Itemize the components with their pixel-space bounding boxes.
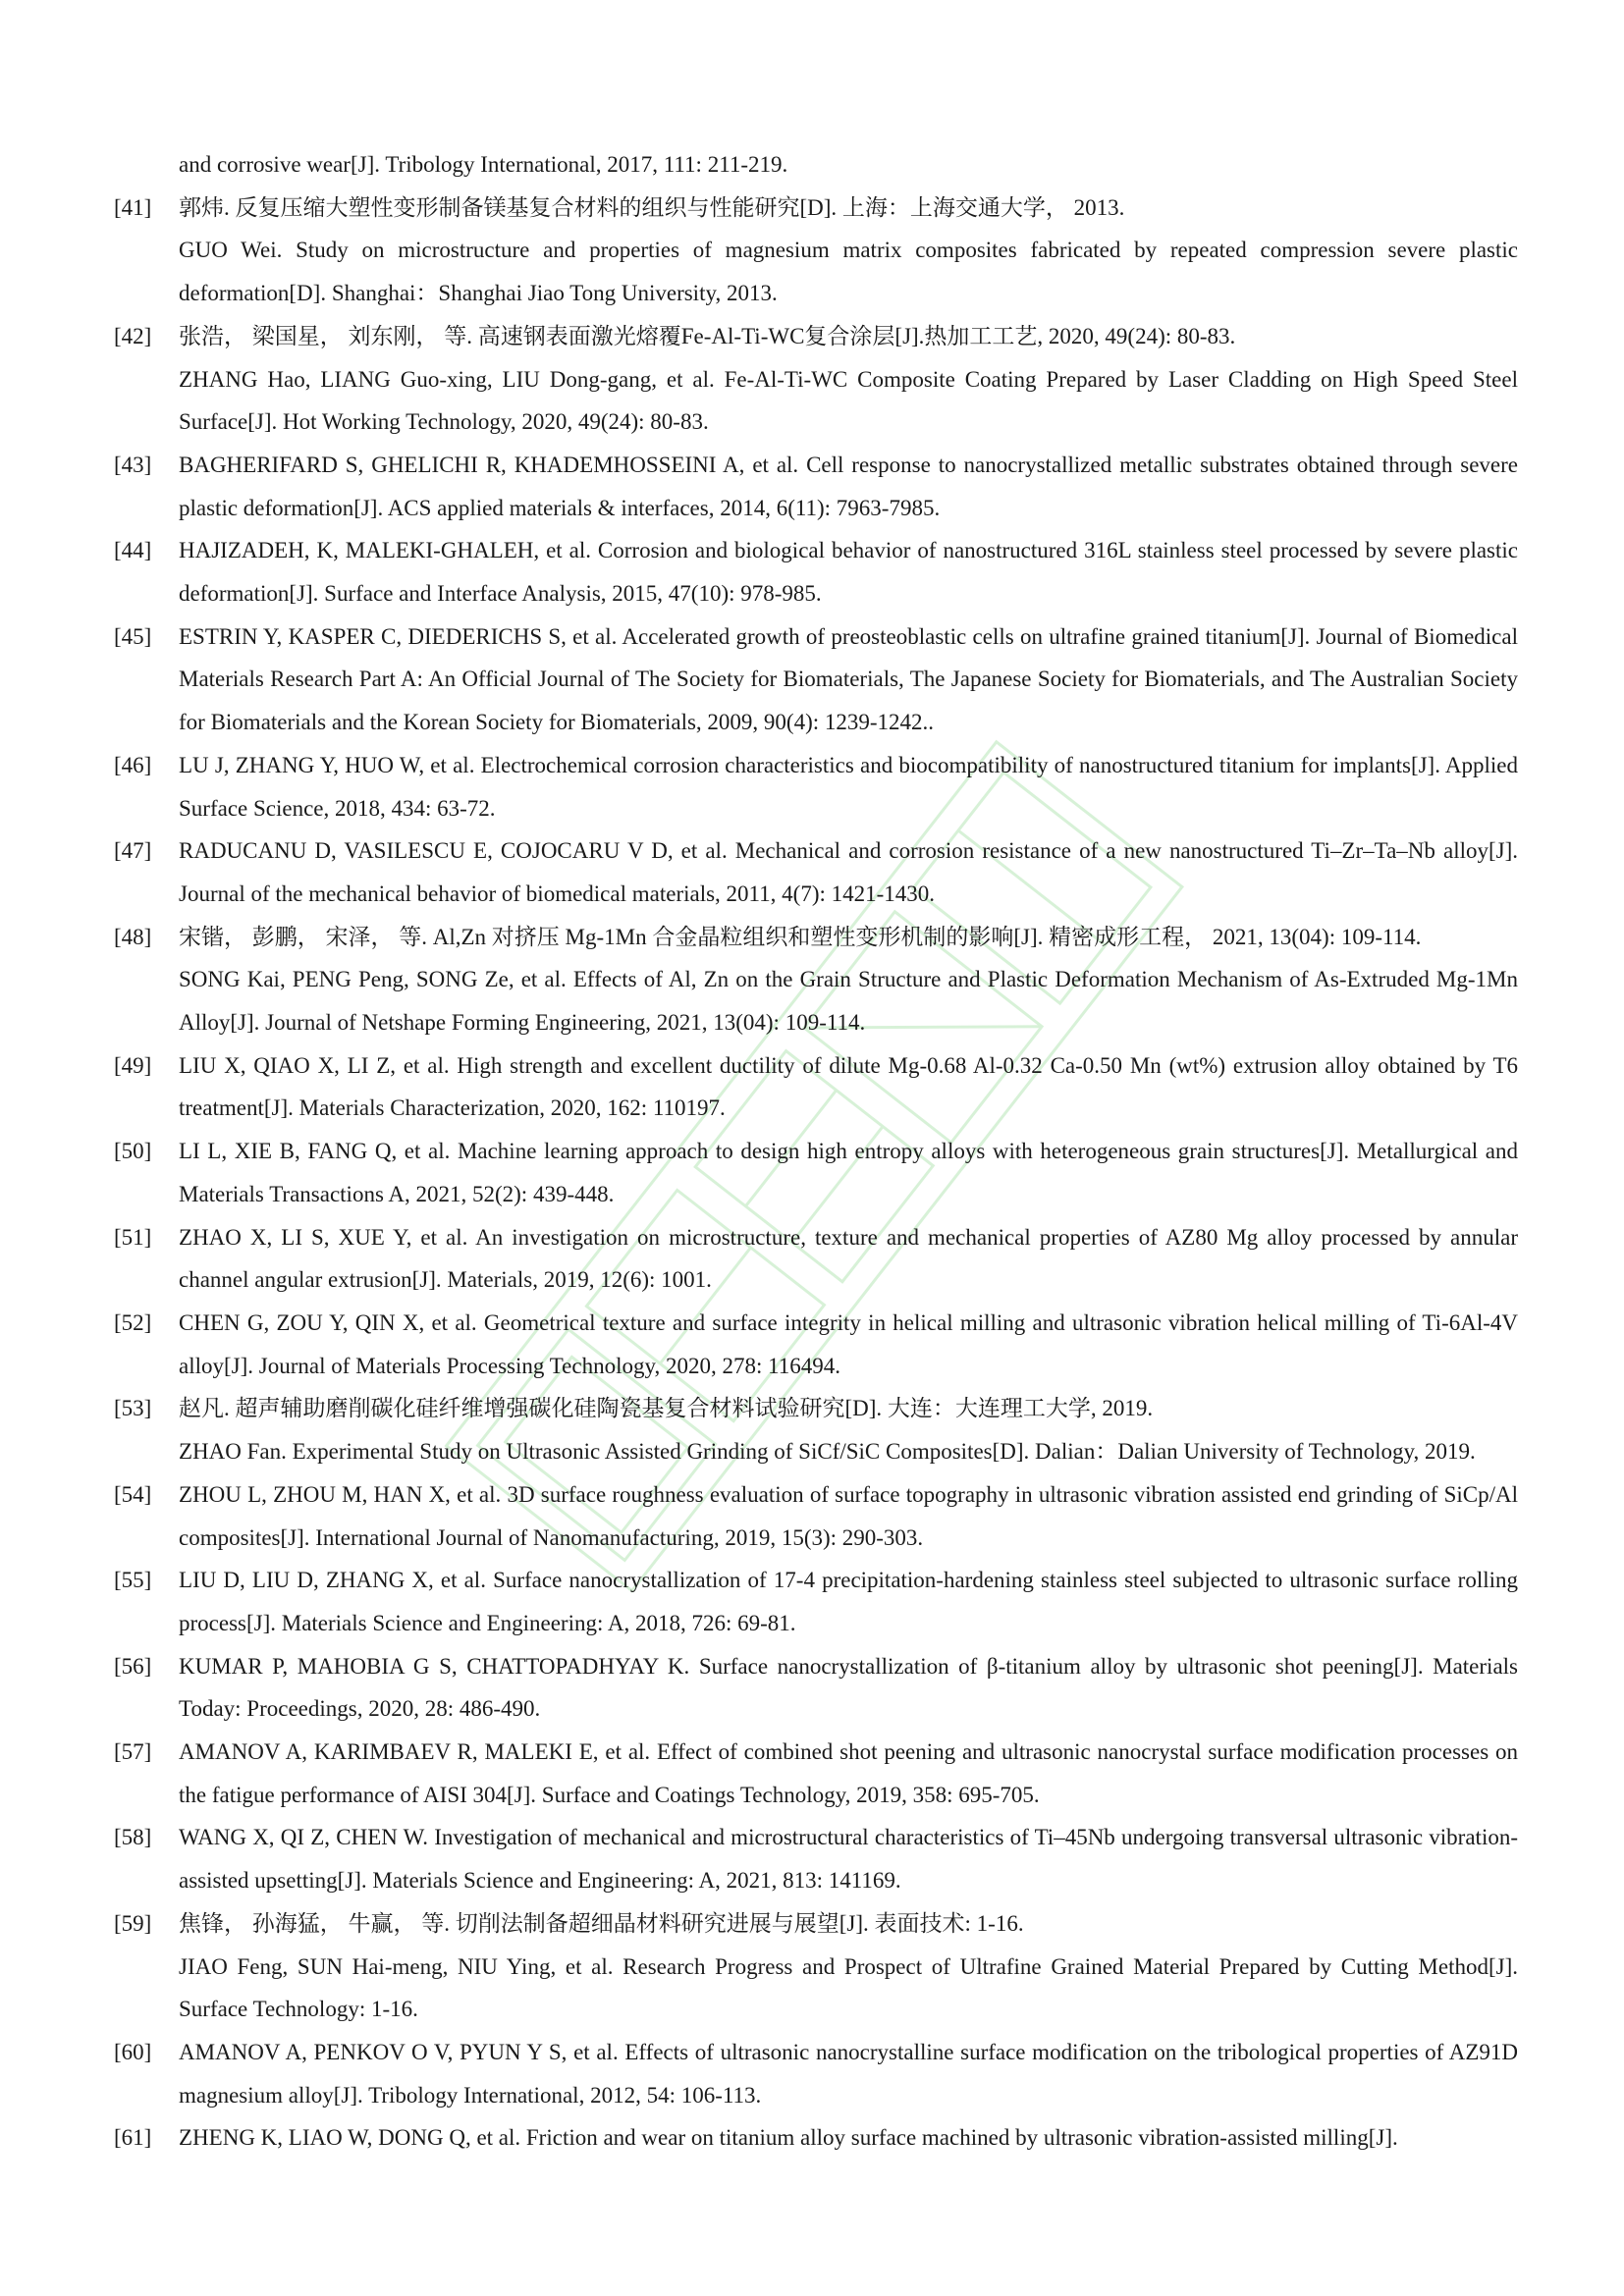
reference-number: [59] xyxy=(114,1910,152,1936)
reference-number: [52] xyxy=(114,1309,152,1335)
reference-text: ZHAO X, LI S, XUE Y, et al. An investigation on microstructure, texture and mechanical properties of AZ80 Mg alloy processed by annular channel angular extrusion[J]. Materials, 2019, 12(6): 1001. xyxy=(179,1224,1518,1293)
reference-number: [57] xyxy=(114,1739,152,1765)
reference-number: [41] xyxy=(114,194,152,220)
reference-text: ESTRIN Y, KASPER C, DIEDERICHS S, et al. Accelerated growth of preosteoblastic cells on ultrafine grained titanium[J]. Journal of Biomedical Materials Research Part A: An Official Journal of The Society for Biomaterials, The Japanese Society for Biomaterials, and The Australian Society for Biomaterials and the Korean Society for Biomaterials, 2009, 90(4): 1239-1242.. xyxy=(179,623,1518,735)
reference-number: [58] xyxy=(114,1825,152,1850)
reference-number: [55] xyxy=(114,1568,152,1593)
reference-number: [44] xyxy=(114,538,152,563)
reference-57 xyxy=(114,1731,1518,1816)
reference-text-cn: 赵凡. 超声辅助磨削碳化硅纤维增强碳化硅陶瓷基复合材料试验研究[D]. 大连：大连理工大学, 2019. xyxy=(179,1396,1154,1421)
reference-number: [47] xyxy=(114,838,152,864)
reference-text-cn: 宋锴， 彭鹏， 宋泽， 等. Al,Zn 对挤压 Mg-1Mn 合金晶粒组织和塑性变形机制的影响[J]. 精密成形工程， 2021, 13(04): 109-114. xyxy=(179,924,1422,949)
reference-text: ZHOU L, ZHOU M, HAN X, et al. 3D surface roughness evaluation of surface topography in ultrasonic vibration assisted end grinding of SiCp/Al composites[J]. International Journal of Nanomanufacturing, 2019, 15(3): 290-303. xyxy=(179,1481,1518,1550)
reference-text: WANG X, QI Z, CHEN W. Investigation of mechanical and microstructural characteristics of Ti–45Nb undergoing transversal ultrasonic vibration-assisted upsetting[J]. Materials Science and Engineering: A, 2021, 813: 141169. xyxy=(179,1825,1518,1894)
reference-continuation xyxy=(114,143,1518,187)
reference-text-en: GUO Wei. Study on microstructure and properties of magnesium matrix composites fabricated by repeated compression severe plastic deformation[D]. Shanghai：Shanghai Jiao Tong University, 2013. xyxy=(179,238,1518,306)
reference-41 xyxy=(114,187,1518,315)
reference-number: [46] xyxy=(114,752,152,777)
reference-49 xyxy=(114,1044,1518,1130)
reference-number: [50] xyxy=(114,1139,152,1164)
reference-61 xyxy=(114,2116,1518,2160)
reference-number: [42] xyxy=(114,323,152,348)
reference-text: AMANOV A, KARIMBAEV R, MALEKI E, et al. Effect of combined shot peening and ultrasonic nanocrystal surface modification processes on the fatigue performance of AISI 304[J]. Surface and Coatings Technology, 2019, 358: 695-705. xyxy=(179,1739,1518,1807)
reference-text: ZHENG K, LIAO W, DONG Q, et al. Friction and wear on titanium alloy surface machined by ultrasonic vibration-assisted milling[J]. xyxy=(179,2125,1398,2151)
reference-list xyxy=(114,143,1518,2160)
reference-43 xyxy=(114,444,1518,529)
reference-text: LIU X, QIAO X, LI Z, et al. High strength and excellent ductility of dilute Mg-0.68 Al-0.32 Ca-0.50 Mn (wt%) extrusion alloy obtained by T6 treatment[J]. Materials Characterization, 2020, 162: 110197. xyxy=(179,1052,1518,1121)
reference-number: [56] xyxy=(114,1653,152,1679)
reference-text: AMANOV A, PENKOV O V, PYUN Y S, et al. Effects of ultrasonic nanocrystalline surface modification on the tribological properties of AZ91D magnesium alloy[J]. Tribology International, 2012, 54: 106-113. xyxy=(179,2039,1518,2108)
reference-52 xyxy=(114,1302,1518,1387)
reference-53 xyxy=(114,1387,1518,1472)
reference-text-en: SONG Kai, PENG Peng, SONG Ze, et al. Effects of Al, Zn on the Grain Structure and Plastic Deformation Mechanism of As-Extruded Mg-1Mn Alloy[J]. Journal of Netshape Forming Engineering, 2021, 13(04): 109-114. xyxy=(179,967,1518,1036)
reference-number: [45] xyxy=(114,623,152,649)
reference-60 xyxy=(114,2031,1518,2116)
reference-continuation-text: and corrosive wear[J]. Tribology International, 2017, 111: 211-219. xyxy=(179,152,788,177)
reference-47 xyxy=(114,829,1518,915)
reference-46 xyxy=(114,744,1518,829)
reference-number: [53] xyxy=(114,1396,152,1421)
reference-text-cn: 焦锋， 孙海猛， 牛赢， 等. 切削法制备超细晶材料研究进展与展望[J]. 表面技术: 1-16. xyxy=(179,1910,1024,1936)
reference-text-en: ZHANG Hao, LIANG Guo-xing, LIU Dong-gang, et al. Fe-Al-Ti-WC Composite Coating Prepared by Laser Cladding on High Speed Steel Surface[J]. Hot Working Technology, 2020, 49(24): 80-83. xyxy=(179,366,1518,435)
reference-text-en: JIAO Feng, SUN Hai-meng, NIU Ying, et al. Research Progress and Prospect of Ultrafine Grained Material Prepared by Cutting Method[J]. Surface Technology: 1-16. xyxy=(179,1953,1518,2022)
reference-number: [49] xyxy=(114,1052,152,1078)
reference-text: LU J, ZHANG Y, HUO W, et al. Electrochemical corrosion characteristics and biocompatibility of nanostructured titanium for implants[J]. Applied Surface Science, 2018, 434: 63-72. xyxy=(179,752,1518,821)
reference-text: KUMAR P, MAHOBIA G S, CHATTOPADHYAY K. Surface nanocrystallization of β-titanium alloy by ultrasonic shot peening[J]. Materials Today: Proceedings, 2020, 28: 486-490. xyxy=(179,1653,1518,1722)
reference-48 xyxy=(114,916,1518,1044)
reference-50 xyxy=(114,1130,1518,1215)
reference-text: RADUCANU D, VASILESCU E, COJOCARU V D, et al. Mechanical and corrosion resistance of a new nanostructured Ti–Zr–Ta–Nb alloy[J]. Journal of the mechanical behavior of biomedical materials, 2011, 4(7): 1421-1430. xyxy=(179,838,1518,906)
reference-text-en: ZHAO Fan. Experimental Study on Ultrasonic Assisted Grinding of SiCf/SiC Composites[D]. Dalian：Dalian University of Technology, 2019. xyxy=(179,1439,1476,1465)
reference-42 xyxy=(114,315,1518,444)
reference-number: [48] xyxy=(114,924,152,949)
reference-45 xyxy=(114,615,1518,744)
reference-51 xyxy=(114,1216,1518,1302)
reference-text-cn: 郭炜. 反复压缩大塑性变形制备镁基复合材料的组织与性能研究[D]. 上海：上海交通大学， 2013. xyxy=(179,194,1125,220)
reference-44 xyxy=(114,529,1518,614)
reference-text-cn: 张浩， 梁国星， 刘东刚， 等. 高速钢表面激光熔覆Fe-Al-Ti-WC复合涂层[J].热加工工艺, 2020, 49(24): 80-83. xyxy=(179,323,1236,348)
reference-56 xyxy=(114,1645,1518,1731)
reference-text: LIU D, LIU D, ZHANG X, et al. Surface nanocrystallization of 17-4 precipitation-hardening stainless steel subjected to ultrasonic surface rolling process[J]. Materials Science and Engineering: A, 2018, 726: 69-81. xyxy=(179,1568,1518,1635)
reference-number: [54] xyxy=(114,1481,152,1507)
reference-number: [60] xyxy=(114,2039,152,2064)
reference-text: LI L, XIE B, FANG Q, et al. Machine learning approach to design high entropy alloys with heterogeneous grain structures[J]. Metallurgical and Materials Transactions A, 2021, 52(2): 439-448. xyxy=(179,1139,1518,1206)
reference-number: [51] xyxy=(114,1224,152,1250)
reference-59 xyxy=(114,1902,1518,2031)
reference-number: [61] xyxy=(114,2125,152,2151)
reference-58 xyxy=(114,1816,1518,1901)
reference-text: BAGHERIFARD S, GHELICHI R, KHADEMHOSSEINI A, et al. Cell response to nanocrystallized metallic substrates obtained through severe plastic deformation[J]. ACS applied materials & interfaces, 2014, 6(11): 7963-7985. xyxy=(179,452,1518,520)
reference-text: HAJIZADEH, K, MALEKI‐GHALEH, et al. Corrosion and biological behavior of nanostructured 316L stainless steel processed by severe plastic deformation[J]. Surface and Interface Analysis, 2015, 47(10): 978-985. xyxy=(179,538,1518,607)
reference-55 xyxy=(114,1559,1518,1644)
reference-number: [43] xyxy=(114,452,152,477)
reference-text: CHEN G, ZOU Y, QIN X, et al. Geometrical texture and surface integrity in helical milling and ultrasonic vibration helical milling of Ti-6Al-4V alloy[J]. Journal of Materials Processing Technology, 2020, 278: 116494. xyxy=(179,1309,1518,1378)
reference-54 xyxy=(114,1473,1518,1559)
